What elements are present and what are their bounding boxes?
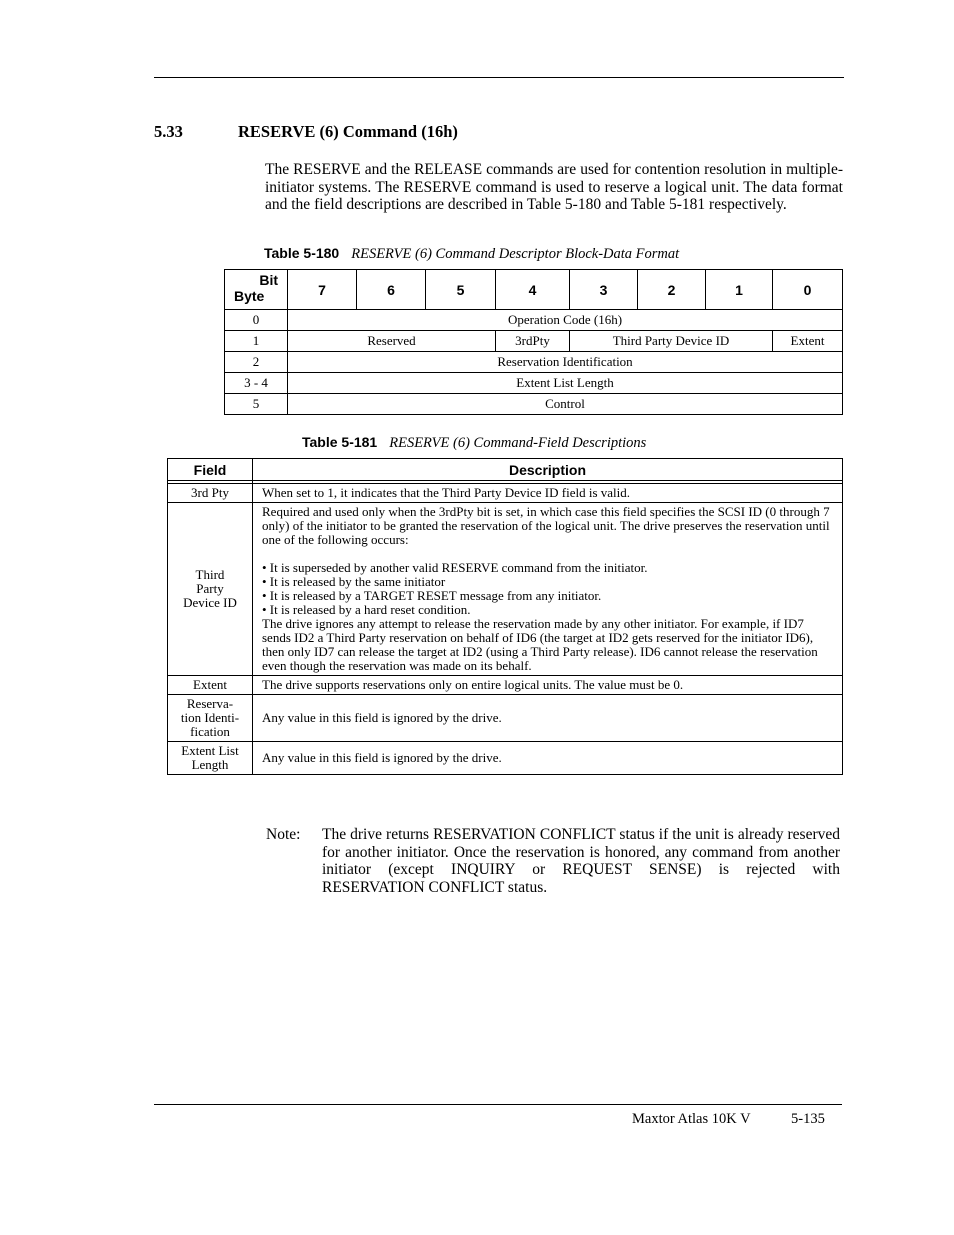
reservation-identification-cell: Reservation Identification [288,352,843,373]
description-outro: The drive ignores any attempt to release the reservation made by any other initiator. For example, if ID7 sends ID2 a Third Party reservation on behalf of ID6 (the target at ID2 gets reserved for the initiator ID6), then only ID7 can release the target at ID2 (using a Third Party release). ID6 cannot release the reservation even though the reservation was made on its behalf. [262,616,818,673]
table-row [168,695,843,742]
byte-label: Byte [234,288,265,304]
bit-6: 6 [357,270,426,310]
table-180-caption [264,245,679,263]
field-name: Extent List Length [168,742,253,775]
extent-bit-cell: Extent [773,331,843,352]
reserved-cell: Reserved [288,331,496,352]
note [266,826,840,896]
section-number: 5.33 [154,122,183,141]
table-row [168,503,843,676]
operation-code-cell: Operation Code (16h) [288,310,843,331]
bit-1: 1 [706,270,773,310]
byte-number: 2 [225,352,288,373]
top-rule [154,77,844,78]
bit-0: 0 [773,270,843,310]
field-description: When set to 1, it indicates that the Third Party Device ID field is valid. [253,484,843,503]
byte-number: 1 [225,331,288,352]
table-row [225,310,843,331]
control-cell: Control [288,394,843,415]
release-conditions-list [262,561,833,617]
field-description: The drive supports reservations only on entire logical units. The value must be 0. [253,676,843,695]
bit-label: Bit [259,272,278,288]
third-pty-bit-cell: 3rdPty [496,331,570,352]
third-party-device-id-cell: Third Party Device ID [570,331,773,352]
field-column-header: Field [168,459,253,481]
footer-product-name: Maxtor Atlas 10K V [632,1111,751,1127]
field-name: 3rd Pty [168,484,253,503]
bit-byte-cell [225,270,288,310]
table-row [225,394,843,415]
footer-page-number: 5-135 [791,1111,825,1127]
list-item: • It is released by the same initiator [262,574,446,589]
list-item: • It is superseded by another valid RESERVE command from the initiator. [262,560,648,575]
field-description: Any value in this field is ignored by the drive. [253,695,843,742]
field-description: Any value in this field is ignored by the drive. [253,742,843,775]
field-name: Third Party Device ID [168,503,253,676]
table-181-caption [302,434,646,452]
byte-number: 3 - 4 [225,373,288,394]
table-row [225,331,843,352]
table-row [225,352,843,373]
table-181-caption-text: RESERVE (6) Command-Field Descriptions [389,435,647,451]
byte-number: 0 [225,310,288,331]
table-row [168,484,843,503]
bit-4: 4 [496,270,570,310]
intro-paragraph: The RESERVE and the RELEASE commands are used for contention resolution in multiple-initiator systems. The RESERVE command is used to reserve a logical unit. The data format and the field descriptions are described in Table 5-180 and Table 5-181 respectively. [265,161,843,213]
field-name: Reserva- tion Identi- fication [168,695,253,742]
field-name: Extent [168,676,253,695]
extent-list-length-cell: Extent List Length [288,373,843,394]
bottom-rule [154,1104,842,1105]
list-item: • It is released by a hard reset condition. [262,602,471,617]
table-header-row [168,459,843,481]
table-180-caption-label: Table 5-180 [264,245,340,261]
bit-3: 3 [570,270,638,310]
bit-header-row [225,270,843,310]
table-180-caption-text: RESERVE (6) Command Descriptor Block-Data Format [351,246,680,262]
field-descriptions-table [167,458,843,775]
description-intro: Required and used only when the 3rdPty bit is set, in which case this field specifies the SCSI ID (0 through 7 only) of the initiator to be granted the reservation of the logical unit. The drive preserves the reservation until one of the following occurs: [262,504,830,547]
table-row [168,742,843,775]
byte-number: 5 [225,394,288,415]
bit-2: 2 [638,270,706,310]
list-item: • It is released by a TARGET RESET message from any initiator. [262,588,602,603]
description-column-header: Description [253,459,843,481]
table-row [168,676,843,695]
table-181-caption-label: Table 5-181 [302,434,378,450]
bit-7: 7 [288,270,357,310]
bit-5: 5 [426,270,496,310]
cdb-format-table [224,269,843,415]
section-title: RESERVE (6) Command (16h) [238,122,458,141]
note-text: The drive returns RESERVATION CONFLICT status if the unit is already reserved for another initiator. Once the reservation is honored, any command from another initiator (except INQUIRY or REQUEST SENSE) is rejected with RESERVATION CONFLICT status. [322,826,840,896]
table-row [225,373,843,394]
field-description [253,503,843,676]
note-label: Note: [266,826,301,843]
